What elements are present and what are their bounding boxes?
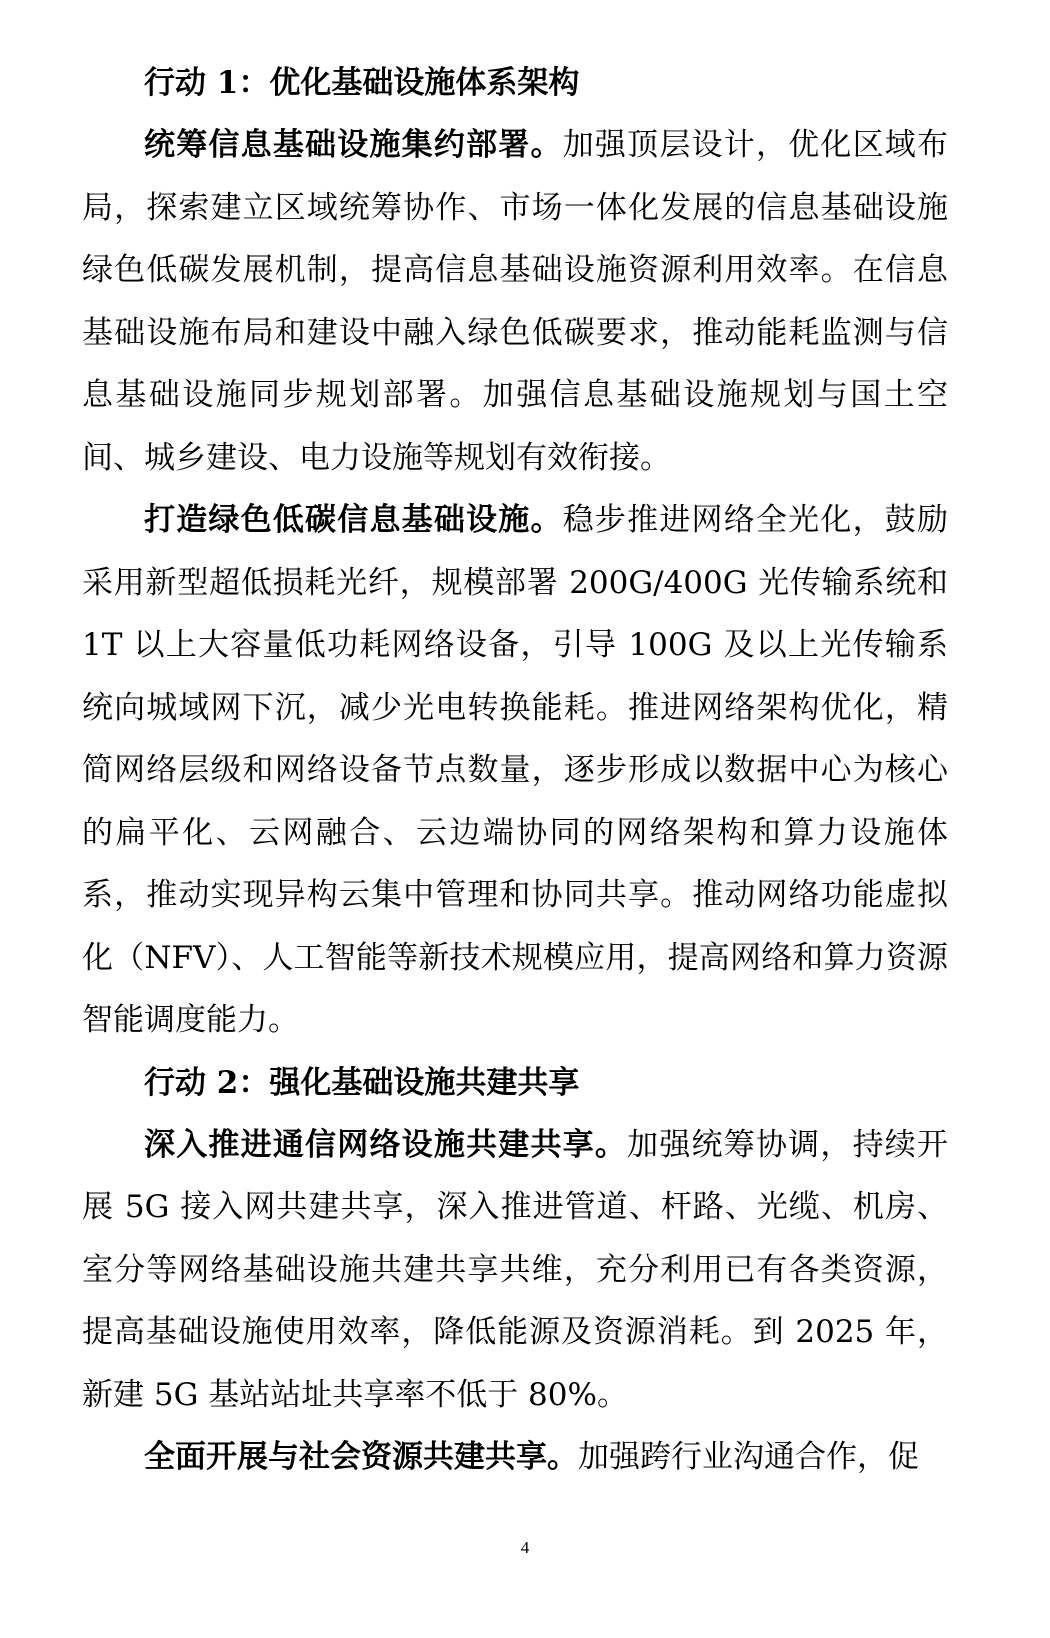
paragraph-infrastructure-deployment [82, 114, 948, 489]
paragraph-body: 稳步推进网络全光化，鼓励采用新型超低损耗光纤，规模部署 200G/400G 光传输系统和 1T 以上大容量低功耗网络设备，引导 100G 及以上光传输系统向城域网下沉，减少光电转换能耗。推进网络架构优化，精简网络层级和网络设备节点数量，逐步形成以数据中心为核心的扁平化、云网融合、云边端协同的网络架构和算力设施体系，推动实现异构云集中管理和协同共享。推动网络功能虚拟化（NFV）、人工智能等新技术规模应用，提高网络和算力资源智能调度能力。 [82, 502, 949, 1038]
paragraph-body: 加强跨行业沟通合作，促 [578, 1439, 919, 1475]
paragraph-green-infrastructure [82, 489, 948, 1052]
section-heading-action-1: 行动 1：优化基础设施体系架构 [144, 65, 580, 101]
paragraph-lead: 打造绿色低碳信息基础设施。 [144, 502, 563, 538]
paragraph-lead: 深入推进通信网络设施共建共享。 [144, 1126, 628, 1163]
paragraph-lead: 统筹信息基础设施集约部署。 [144, 127, 563, 163]
document-page [82, 52, 948, 1489]
paragraph-lead: 全面开展与社会资源共建共享。 [144, 1439, 578, 1475]
paragraph-body: 加强统筹协调，持续开展 5G 接入网共建共享，深入推进管道、杆路、光缆、机房、室分等网络基础设施共建共享共维，充分利用已有各类资源，提高基础设施使用效率，降低能源及资源消耗。到 2025 年，新建 5G 基站站址共享率不低于 80%。 [82, 1126, 948, 1413]
paragraph-social-resource-sharing [82, 1426, 948, 1489]
section-heading-action-2: 行动 2：强化基础设施共建共享 [144, 1064, 580, 1101]
page-number: 4 [520, 1538, 530, 1557]
paragraph-body: 加强顶层设计，优化区域布局，探索建立区域统筹协作、市场一体化发展的信息基础设施绿色低碳发展机制，提高信息基础设施资源利用效率。在信息基础设施布局和建设中融入绿色低碳要求，推动能耗监测与信息基础设施同步规划部署。加强信息基础设施规划与国土空间、城乡建设、电力设施等规划有效衔接。 [82, 127, 949, 476]
paragraph-network-sharing [82, 1114, 948, 1427]
